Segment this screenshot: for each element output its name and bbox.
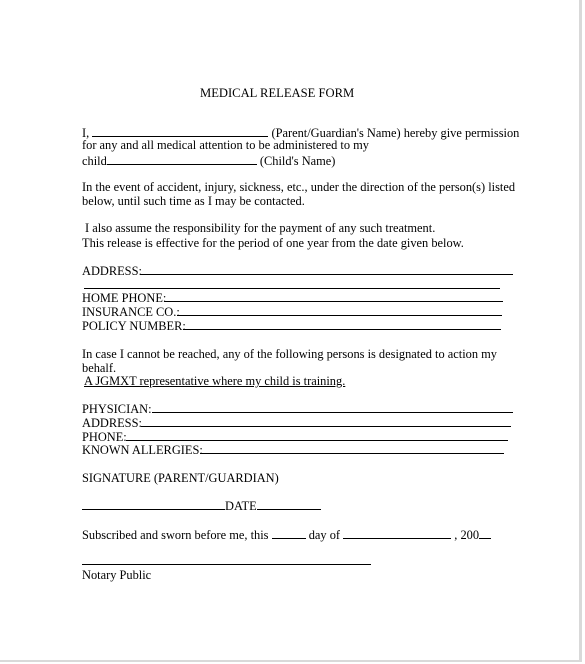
designate-line-2: behalf. [82, 361, 117, 375]
signature-date-row [82, 497, 321, 513]
address-field-line-1[interactable] [140, 274, 513, 275]
insurance-label: INSURANCE CO.: [82, 305, 180, 319]
date-label: DATE [225, 499, 257, 513]
physician-phone-field[interactable] [126, 440, 508, 441]
responsibility-line-1: I also assume the responsibility for the payment of any such treatment. [85, 221, 436, 235]
month-field[interactable] [343, 526, 451, 539]
address-field-line-2[interactable] [84, 288, 500, 289]
consent-line-2: for any and all medical attention to be administered to my [82, 138, 369, 152]
guardian-name-label: (Parent/Guardian's Name) hereby give permission [271, 126, 520, 140]
day-of-label: day of [308, 528, 341, 542]
policy-number-field[interactable] [183, 329, 501, 330]
child-name-label: (Child's Name) [259, 154, 336, 168]
consent-prefix: I, [82, 126, 90, 140]
accident-line-2: below, until such time as I may be contacted. [82, 194, 305, 208]
physician-address-field[interactable] [141, 426, 511, 427]
day-field[interactable] [272, 526, 306, 539]
physician-address-label: ADDRESS: [82, 416, 142, 430]
signature-label: SIGNATURE (PARENT/GUARDIAN) [82, 471, 279, 485]
consent-line-3 [82, 152, 335, 168]
child-name-field[interactable] [107, 152, 257, 165]
notary-public-label: Notary Public [82, 568, 152, 582]
physician-label: PHYSICIAN: [82, 402, 152, 416]
allergies-label: KNOWN ALLERGIES: [82, 443, 203, 457]
notary-signature-field[interactable] [82, 564, 371, 565]
form-title: MEDICAL RELEASE FORM [200, 86, 355, 100]
sworn-row [82, 526, 491, 542]
home-phone-field[interactable] [164, 301, 503, 302]
year-field[interactable] [479, 526, 491, 539]
designate-line-1: In case I cannot be reached, any of the following persons is designated to action my [82, 347, 497, 361]
address-label: ADDRESS: [82, 264, 142, 278]
accident-line-1: In the event of accident, injury, sickness, etc., under the direction of the person(s) listed [82, 180, 516, 194]
home-phone-label: HOME PHONE: [82, 291, 167, 305]
policy-number-label: POLICY NUMBER: [82, 319, 186, 333]
year-label: , 200 [454, 528, 480, 542]
child-prefix: child [82, 154, 107, 168]
guardian-name-field[interactable] [92, 124, 268, 137]
insurance-field[interactable] [177, 315, 502, 316]
representative-text: A JGMXT representative where my child is training. [84, 374, 346, 388]
allergies-field[interactable] [200, 453, 504, 454]
date-field[interactable] [257, 497, 321, 510]
physician-field[interactable] [152, 412, 513, 413]
sworn-prefix: Subscribed and sworn before me, this [82, 528, 269, 542]
signature-field[interactable] [82, 497, 225, 510]
responsibility-line-2: This release is effective for the period of one year from the date given below. [82, 236, 464, 250]
physician-phone-label: PHONE: [82, 430, 127, 444]
